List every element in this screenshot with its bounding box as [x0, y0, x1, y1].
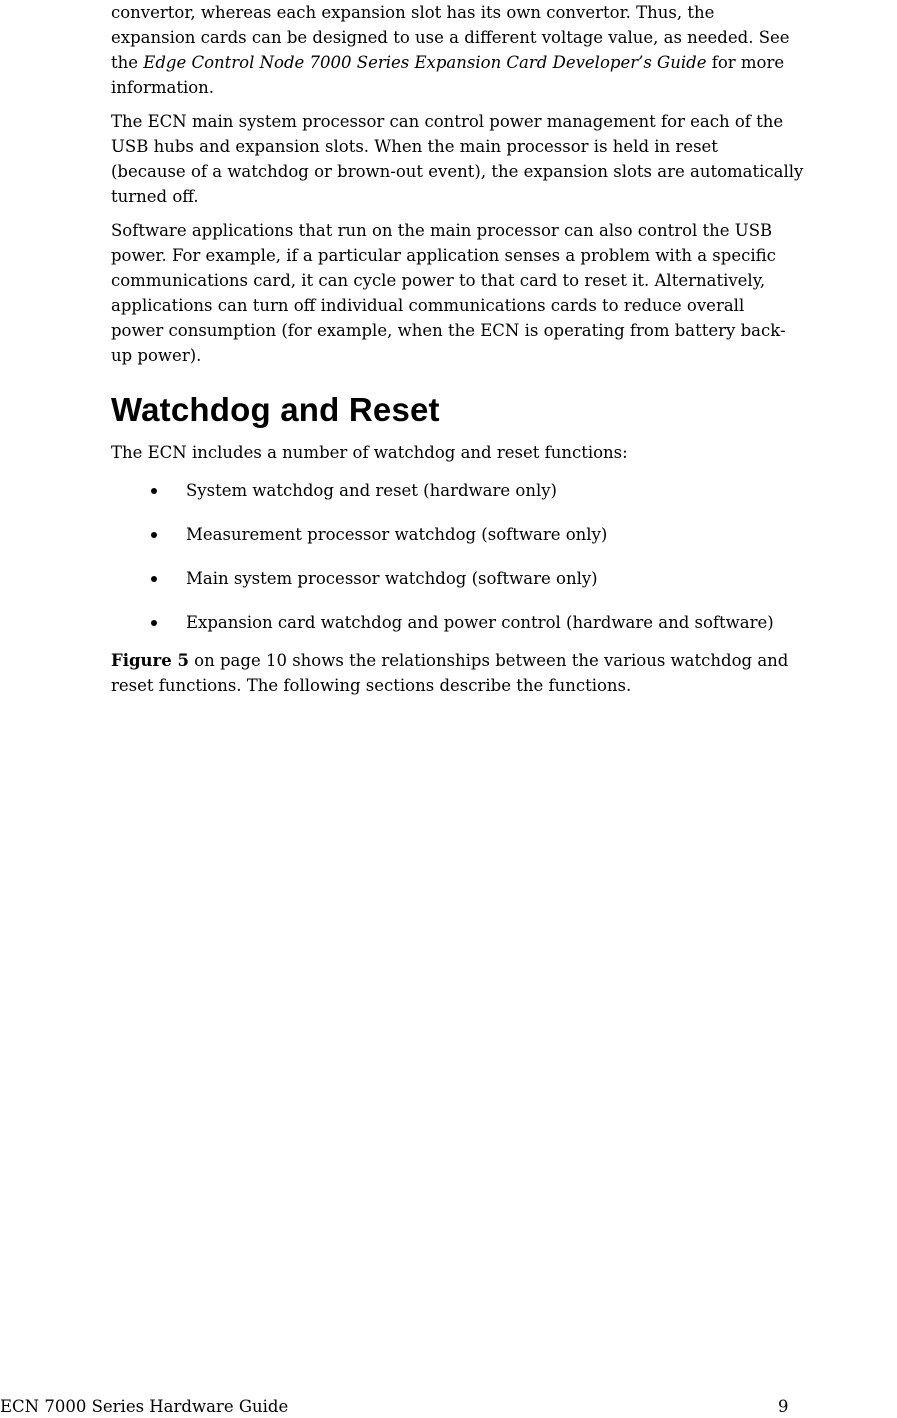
bullet-icon: [151, 532, 157, 538]
paragraph-line: power consumption (for example, when the ECN is operating from battery back-: [111, 321, 786, 340]
paragraph-line: information.: [111, 78, 215, 97]
paragraph-line: power. For example, if a particular application senses a problem with a specific: [111, 246, 776, 265]
paragraph-line: expansion cards can be designed to use a different voltage value, as needed. See: [111, 28, 790, 47]
list-item-text: Main system processor watchdog (software only): [186, 569, 598, 588]
paragraph-power-management: [111, 109, 891, 209]
footer-page-number: 9: [778, 1397, 789, 1416]
bullet-icon: [151, 488, 157, 494]
function-list: [111, 478, 891, 635]
paragraph-line: [111, 648, 891, 673]
text-fragment: for more: [706, 53, 785, 72]
list-item: [111, 478, 891, 503]
list-item: [111, 610, 891, 635]
paragraph-line: communications card, it can cycle power to that card to reset it. Alternatively,: [111, 271, 766, 290]
paragraph-line: Software applications that run on the main processor can also control the USB: [111, 221, 773, 240]
paragraph-line: applications can turn off individual communications cards to reduce overall: [111, 296, 745, 315]
text-fragment: on page 10 shows the relationships between the various watchdog and: [188, 651, 789, 670]
bullet-icon: [151, 576, 157, 582]
paragraph-line: [111, 50, 891, 75]
paragraph-figure-reference: [111, 648, 891, 698]
paragraph-line: USB hubs and expansion slots. When the main processor is held in reset: [111, 137, 718, 156]
paragraph-line: The ECN main system processor can control power management for each of the: [111, 112, 784, 131]
figure-reference: Figure 5: [111, 651, 189, 670]
list-item: [111, 566, 891, 591]
list-item-text: Measurement processor watchdog (software only): [186, 525, 608, 544]
guide-title-reference: Edge Control Node 7000 Series Expansion Card Developer’s Guide: [143, 53, 707, 72]
bullet-icon: [151, 620, 157, 626]
section-intro: The ECN includes a number of watchdog and reset functions:: [111, 443, 628, 462]
document-body: [111, 0, 891, 707]
list-item-text: System watchdog and reset (hardware only): [186, 481, 557, 500]
footer-document-title: ECN 7000 Series Hardware Guide: [0, 1397, 289, 1416]
paragraph-line: turned off.: [111, 187, 199, 206]
paragraph-convertor: [111, 0, 891, 100]
paragraph-usb-power: [111, 218, 891, 368]
paragraph-line: convertor, whereas each expansion slot has its own convertor. Thus, the: [111, 3, 715, 22]
paragraph-line: (because of a watchdog or brown-out event), the expansion slots are automatically: [111, 162, 804, 181]
text-fragment: the: [111, 53, 144, 72]
section-heading: Watchdog and Reset: [111, 391, 440, 428]
paragraph-line: reset functions. The following sections describe the functions.: [111, 676, 632, 695]
list-item-text: Expansion card watchdog and power control (hardware and software): [186, 613, 774, 632]
paragraph-line: up power).: [111, 346, 202, 365]
list-item: [111, 522, 891, 547]
